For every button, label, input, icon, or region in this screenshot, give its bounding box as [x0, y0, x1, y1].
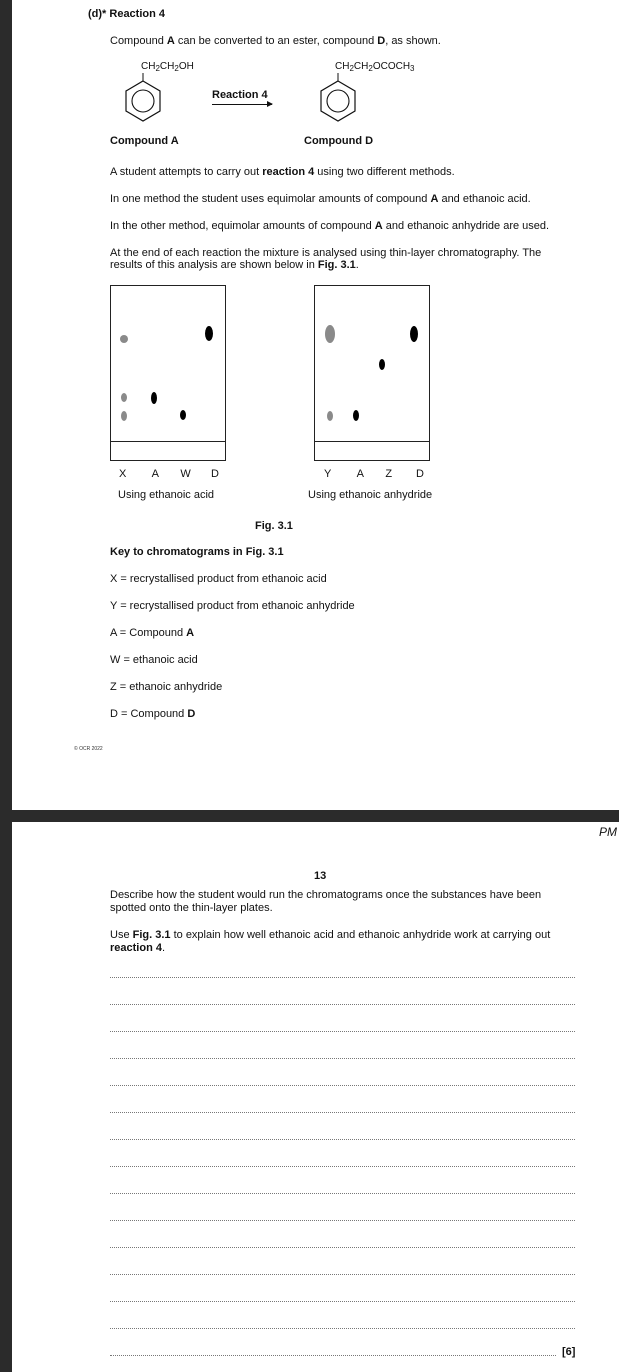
lane-label: X [119, 468, 127, 480]
paragraph-2: In one method the student uses equimolar amounts of compound A and ethanoic acid. [110, 193, 531, 205]
header-right-label: PM [599, 825, 617, 839]
lane-label: A [151, 468, 159, 480]
spot-x-upper [120, 335, 128, 343]
answer-line[interactable] [110, 1220, 575, 1221]
lane-label: A [356, 468, 364, 480]
answer-line[interactable] [110, 1058, 575, 1059]
lane-label: Y [324, 468, 332, 480]
answer-line[interactable] [110, 1247, 575, 1248]
tlc-plate-ethanoic-anhydride [314, 285, 430, 461]
answer-line[interactable] [110, 1355, 556, 1356]
paragraph-4-line-2: results of this analysis are shown below in Fig. 3.1. [110, 259, 359, 271]
tlc-plate-ethanoic-acid [110, 285, 226, 461]
plate-baseline [111, 441, 225, 442]
figure-caption: Fig. 3.1 [255, 520, 293, 532]
copyright-notice: © OCR 2022 [74, 746, 103, 752]
spot-a [353, 410, 359, 421]
spot-x-middle [121, 393, 127, 402]
reaction-arrow [212, 104, 272, 105]
answer-line[interactable] [110, 1112, 575, 1113]
key-item: Y = recrystallised product from ethanoic anhydride [110, 600, 355, 612]
question-label: (d)* Reaction 4 [88, 8, 166, 20]
key-item: W = ethanoic acid [110, 654, 198, 666]
answer-line[interactable] [110, 1193, 575, 1194]
compound-a-formula: $CH_2CH_2OH$ [141, 61, 194, 73]
intro-text: Compound A can be converted to an ester, compound D, as shown. [110, 35, 441, 47]
plate-right-lane-labels [324, 468, 434, 481]
key-item: Z = ethanoic anhydride [110, 681, 223, 693]
key-title: Key to chromatograms in Fig. 3.1 [110, 546, 284, 558]
answer-line[interactable] [110, 1031, 575, 1032]
paragraph-4-line-1: At the end of each reaction the mixture is analysed using thin-layer chromatography. The [110, 247, 542, 259]
key-item: D = Compound D [110, 708, 196, 720]
page-number: 13 [314, 870, 327, 882]
question-line-1: Describe how the student would run the chromatograms once the substances have been [110, 889, 542, 901]
answer-line[interactable] [110, 1004, 575, 1005]
plate-right-caption: Using ethanoic anhydride [308, 489, 433, 501]
paragraph-1: A student attempts to carry out reaction 4 using two different methods. [110, 166, 455, 178]
benzene-ring-d [317, 73, 359, 127]
marks-label: [6] [562, 1346, 576, 1358]
key-item: A = Compound A [110, 627, 195, 639]
spot-d [410, 326, 418, 342]
compound-a-label: Compound A [110, 135, 179, 147]
reaction-arrow-label: Reaction 4 [212, 89, 268, 101]
compound-d-label: Compound D [304, 135, 374, 147]
key-item: X = recrystallised product from ethanoic acid [110, 573, 327, 585]
answer-line[interactable] [110, 1166, 575, 1167]
answer-line[interactable] [110, 977, 575, 978]
exam-page-1 [12, 0, 619, 810]
paragraph-3: In the other method, equimolar amounts of compound A and ethanoic anhydride are used. [110, 220, 550, 232]
lane-label: D [210, 468, 219, 480]
spot-w [180, 410, 186, 420]
answer-line[interactable] [110, 1085, 575, 1086]
benzene-ring-a [122, 73, 164, 127]
answer-line[interactable] [110, 1139, 575, 1140]
compound-d-formula: $CH_2CH_2OCOCH_3$ [335, 61, 415, 73]
plate-left-caption: Using ethanoic acid [118, 489, 215, 501]
spot-a [151, 392, 157, 404]
spot-z [379, 359, 385, 370]
question-line-3: Use Fig. 3.1 to explain how well ethanoic acid and ethanoic anhydride work at carrying out [110, 929, 551, 941]
question-line-4: reaction 4. [110, 942, 166, 954]
spot-y-upper [325, 325, 335, 343]
lane-label: D [415, 468, 424, 480]
answer-line[interactable] [110, 1301, 575, 1302]
exam-page-2 [12, 822, 619, 1372]
spot-x-lower [121, 411, 127, 421]
answer-line[interactable] [110, 1274, 575, 1275]
plate-left-lane-labels [119, 468, 229, 481]
lane-label: W [180, 468, 191, 480]
spot-d [205, 326, 213, 341]
lane-label: Z [385, 468, 393, 480]
answer-line[interactable] [110, 1328, 575, 1329]
question-line-2: spotted onto the thin-layer plates. [110, 902, 273, 914]
plate-baseline [315, 441, 429, 442]
spot-y-lower [327, 411, 333, 421]
